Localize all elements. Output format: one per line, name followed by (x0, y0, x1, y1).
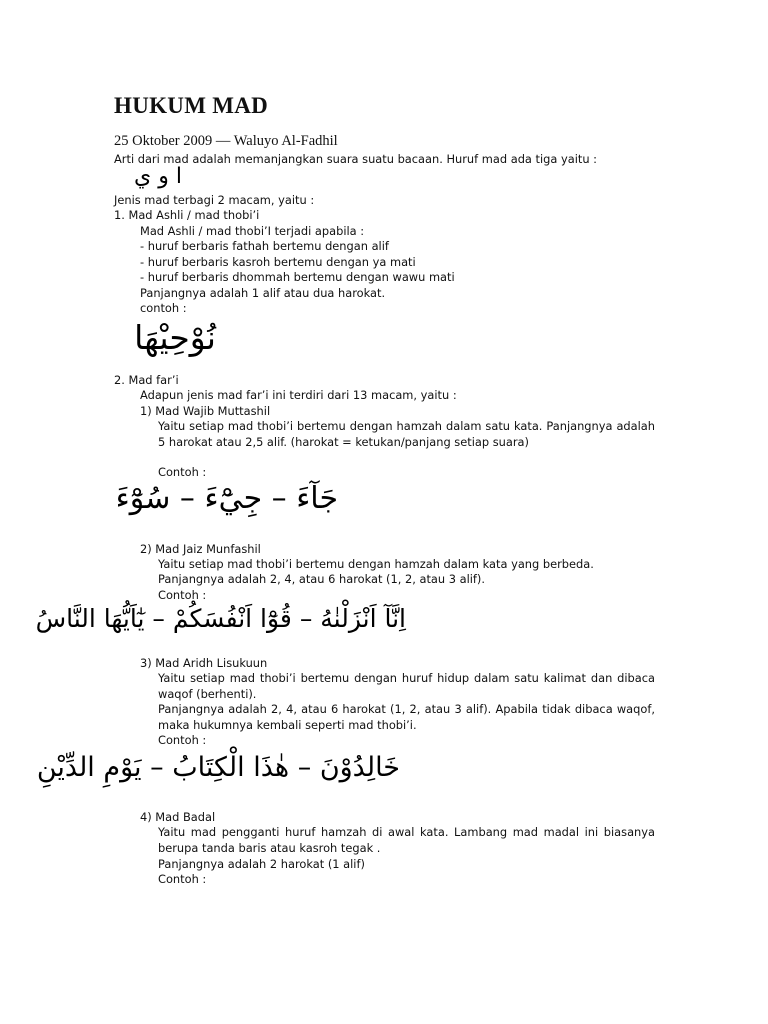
mad-ashli-example-arabic: نُوْحِيْهَا (134, 318, 216, 357)
mad-aridh-length: Panjangnya adalah 2, 4, atau 6 harokat (1, 2, atau 3 alif). Apabila tidak dibaca waqof, maka hukumnya kembali seperti mad thobi’i. (158, 702, 655, 732)
mad-ashli-contoh-label: contoh : (140, 301, 187, 315)
mad-badal-contoh-label: Contoh : (158, 872, 207, 886)
mad-aridh-example-arabic: خَالِدُوْنَ – هٰذَا الْكِتَابُ – يَوْمِ الدِّيْنِ (36, 752, 400, 783)
page-title: HUKUM MAD (114, 93, 269, 118)
mad-aridh-description: Yaitu setiap mad thobi’i bertemu dengan huruf hidup dalam satu kalimat dan dibaca waqof (berhenti). (158, 671, 655, 701)
mad-aridh-contoh-label: Contoh : (158, 733, 207, 747)
mad-wajib-example-arabic: جَآءَ – جِيْٓءَ – سُوْٓءَ (115, 481, 338, 516)
post-meta: 25 Oktober 2009 — Waluyo Al-Fadhil (114, 133, 338, 149)
mad-badal-heading: 4) Mad Badal (140, 810, 216, 824)
definition-text: Arti dari mad adalah memanjangkan suara suatu bacaan. Huruf mad ada tiga yaitu : (114, 152, 598, 166)
mad-badal-length: Panjangnya adalah 2 harokat (1 alif) (158, 857, 365, 871)
mad-ashli-heading: 1. Mad Ashli / mad thobi’i (114, 208, 260, 222)
mad-ashli-line: - huruf berbaris fathah bertemu dengan alif (140, 239, 389, 253)
mad-ashli-line: - huruf berbaris kasroh bertemu dengan ya mati (140, 255, 416, 269)
mad-wajib-heading: 1) Mad Wajib Muttashil (140, 404, 271, 418)
mad-badal-description: Yaitu mad pengganti huruf hamzah di awal kata. Lambang mad madal ini biasanya berupa tanda baris atau kasroh tegak . (158, 825, 655, 855)
mad-letters-arabic: ا و ي (134, 164, 182, 189)
mad-jaiz-example-arabic: اِنَّآ اَنْزَلْنٰهُ – قُوْٓا اَنْفُسَكُمْ – يٰٓاَيُّهَا النَّاسُ (35, 604, 406, 633)
mad-wajib-contoh-label: Contoh : (158, 465, 207, 479)
mad-jaiz-length: Panjangnya adalah 2, 4, atau 6 harokat (1, 2, atau 3 alif). (158, 572, 486, 586)
mad-ashli-line: Mad Ashli / mad thobi’I terjadi apabila : (140, 224, 365, 238)
mad-ashli-line: Panjangnya adalah 1 alif atau dua harokat. (140, 286, 386, 300)
mad-jaiz-heading: 2) Mad Jaiz Munfashil (140, 542, 261, 556)
types-intro-text: Jenis mad terbagi 2 macam, yaitu : (114, 193, 315, 207)
mad-aridh-heading: 3) Mad Aridh Lisukuun (140, 656, 268, 670)
mad-fari-intro: Adapun jenis mad far’i ini terdiri dari 13 macam, yaitu : (140, 388, 457, 402)
mad-fari-heading: 2. Mad far’i (114, 373, 179, 387)
mad-jaiz-line: Yaitu setiap mad thobi’i bertemu dengan hamzah dalam kata yang berbeda. (158, 557, 594, 571)
mad-ashli-line: - huruf berbaris dhommah bertemu dengan wawu mati (140, 270, 455, 284)
mad-jaiz-contoh-label: Contoh : (158, 588, 207, 602)
mad-wajib-description: Yaitu setiap mad thobi’i bertemu dengan hamzah dalam satu kata. Panjangnya adalah 5 harokat atau 2,5 alif. (harokat = ketukan/panjang setiap suara) (158, 419, 655, 449)
